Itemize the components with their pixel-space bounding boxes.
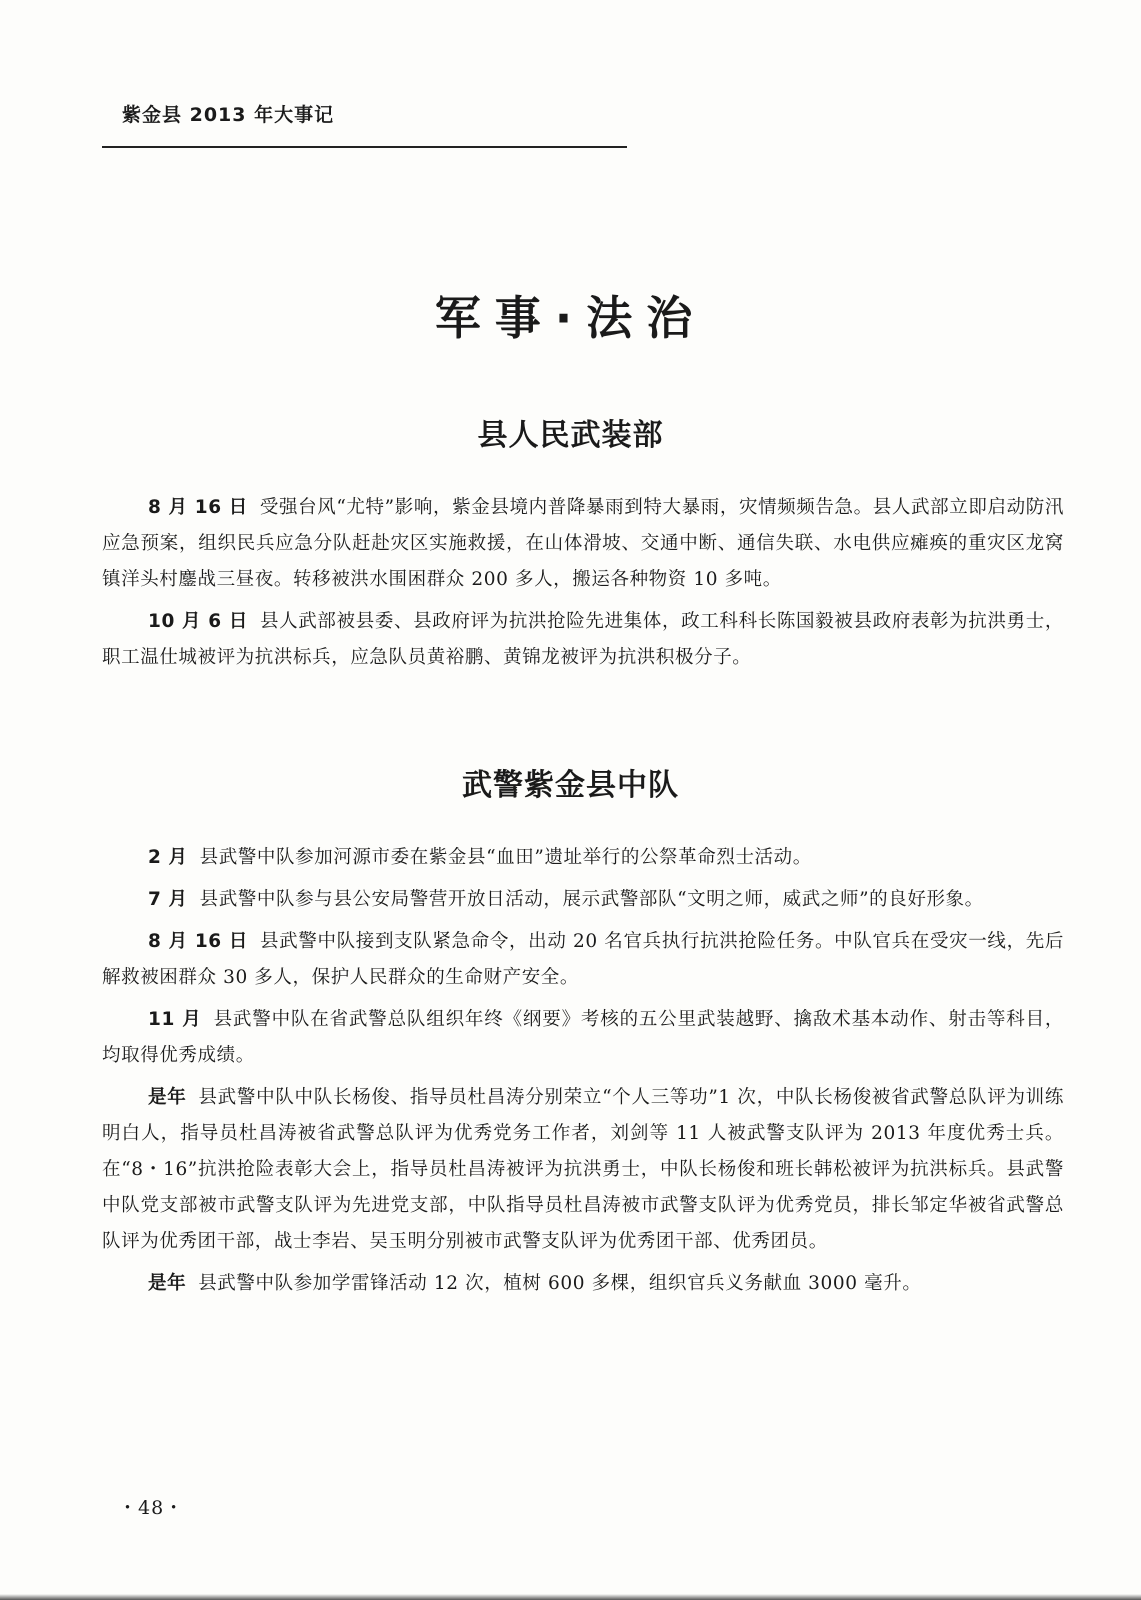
entry-text: 受强台风“尤特”影响，紫金县境内普降暴雨到特大暴雨，灾情频频告急。县人武部立即启动防汛应急预案，组织民兵应急分队赶赴灾区实施救援，在山体滑坡、交通中断、通信失联、水电供应瘫痪的重灾区龙窝镇洋头村鏖战三昼夜。转移被洪水围困群众 200 多人，搬运各种物资 10 多吨。 [102, 497, 1064, 590]
entry-date: 11 月 [148, 1009, 202, 1030]
entry [102, 604, 1064, 676]
entry-text: 县武警中队接到支队紧急命令，出动 20 名官兵执行抗洪抢险任务。中队官兵在受灾一线，先后解救被困群众 30 多人，保护人民群众的生命财产安全。 [102, 931, 1064, 988]
entry-date: 7 月 [148, 889, 188, 910]
section-entries-armed-forces-department [102, 490, 1064, 682]
entry-text: 县武警中队中队长杨俊、指导员杜昌涛分别荣立“个人三等功”1 次，中队长杨俊被省武警总队评为训练明白人，指导员杜昌涛被省武警总队评为优秀党务工作者，刘剑等 11 人被武警支队评为 2013 年度优秀士兵。在“8・16”抗洪抢险表彰大会上，指导员杜昌涛被评为抗洪勇士，中队长杨俊和班长韩松被评为抗洪标兵。县武警中队党支部被市武警支队评为先进党支部，中队指导员杜昌涛被市武警支队评为优秀党员，排长邹定华被省武警总队评为优秀团干部，战士李岩、吴玉明分别被市武警支队评为优秀团干部、优秀团员。 [102, 1087, 1064, 1252]
page-number: ・48・ [118, 1497, 185, 1519]
entry-date: 2 月 [148, 847, 188, 868]
header-rule [102, 146, 627, 148]
section-entries-armed-police-squadron [102, 840, 1064, 1308]
entry [102, 1266, 1064, 1302]
entry-text: 县武警中队参加学雷锋活动 12 次，植树 600 多棵，组织官兵义务献血 3000 毫升。 [198, 1273, 922, 1294]
entry [102, 840, 1064, 876]
entry [102, 924, 1064, 996]
entry-text: 县武警中队参与县公安局警营开放日活动，展示武警部队“文明之师，威武之师”的良好形象。 [199, 889, 984, 910]
entry [102, 490, 1064, 598]
scan-bottom-edge [0, 1594, 1141, 1600]
section-title-armed-forces-department: 县人民武装部 [477, 418, 664, 453]
entry-text: 县武警中队在省武警总队组织年终《纲要》考核的五公里武装越野、擒敌术基本动作、射击等科目，均取得优秀成绩。 [102, 1009, 1064, 1066]
chapter-title: 军事·法治 [434, 291, 707, 345]
entry-text: 县武警中队参加河源市委在紫金县“血田”遗址举行的公祭革命烈士活动。 [199, 847, 812, 868]
running-header: 紫金县 2013 年大事记 [122, 104, 335, 126]
entry-text: 县人武部被县委、县政府评为抗洪抢险先进集体，政工科科长陈国毅被县政府表彰为抗洪勇士，职工温仕城被评为抗洪标兵，应急队员黄裕鹏、黄锦龙被评为抗洪积极分子。 [102, 611, 1064, 668]
entry [102, 882, 1064, 918]
entry-date: 10 月 6 日 [148, 611, 248, 632]
entry-date: 是年 [148, 1273, 187, 1294]
entry-date: 8 月 16 日 [148, 497, 248, 518]
entry [102, 1002, 1064, 1074]
entry-date: 8 月 16 日 [148, 931, 249, 952]
section-title-armed-police-squadron: 武警紫金县中队 [462, 768, 679, 803]
entry-date: 是年 [148, 1087, 187, 1108]
entry [102, 1080, 1064, 1260]
